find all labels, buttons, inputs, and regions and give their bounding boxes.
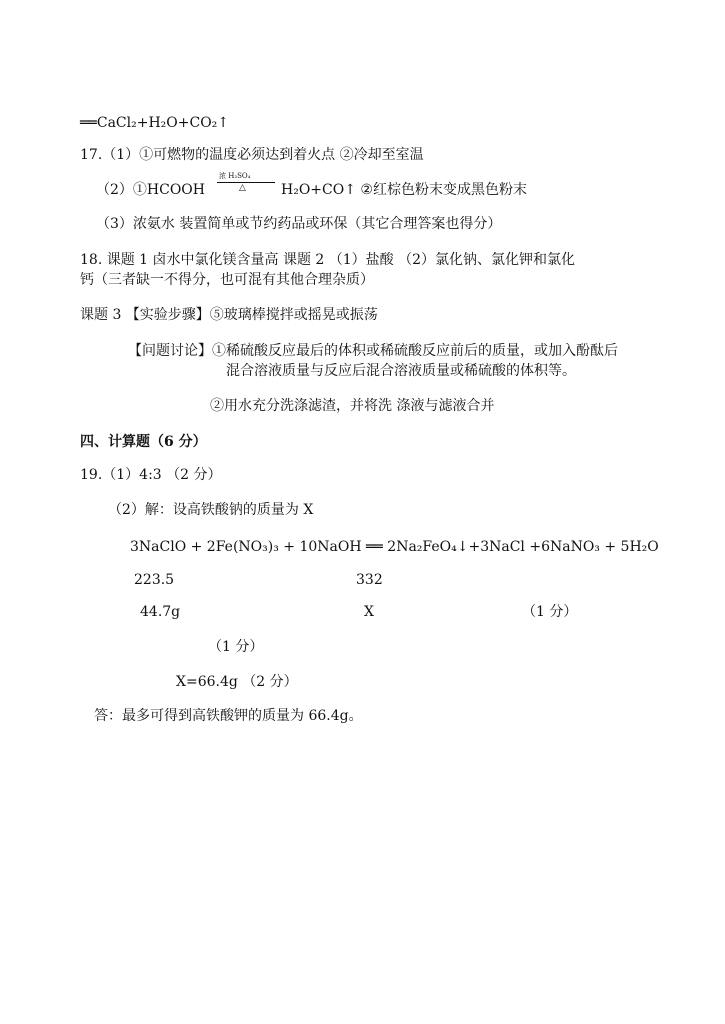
equation-continuation: ══CaCl₂+H₂O+CO₂↑ — [80, 115, 230, 131]
reaction-arrow — [217, 182, 275, 183]
answer-18-topic3: 课题 3 【实验步骤】⑤玻璃棒搅拌或摇晃或振荡 — [80, 307, 378, 323]
answer-18-line1: 18. 课题 1 卤水中氯化镁含量高 课题 2 （1）盐酸 （2）氯化钠、氯化钾和氯化 — [80, 252, 576, 268]
answer-17-2 — [96, 172, 527, 199]
answer-19-1: 19.（1）4:3 （2 分） — [80, 467, 222, 483]
molar-mass-na2feo4: 332 — [356, 572, 383, 588]
section-heading-calculation: 四、计算题（6 分） — [80, 434, 207, 450]
answer-17-2-rest: H₂O+CO↑ ②红棕色粉末变成黑色粉末 — [281, 182, 527, 198]
score-proportion: （1 分） — [208, 639, 264, 655]
reaction-condition — [217, 172, 277, 199]
problem-discussion-2: ②用水充分洗涤滤渣，并将洗 涤液与滤液合并 — [210, 398, 495, 414]
unknown-x: X — [364, 604, 374, 620]
answer-17-3: （3）浓氨水 装置简单或节约药品或环保（其它合理答案也得分） — [96, 216, 502, 232]
chemical-equation: 3NaClO + 2Fe(NO₃)₃ + 10NaOH ══ 2Na₂FeO₄↓+3NaCl +6NaNO₃ + 5H₂O — [130, 539, 659, 555]
molar-mass-naclo: 223.5 — [134, 572, 175, 588]
answer-18-line2: 钙（三者缺一不得分，也可混有其他合理杂质） — [80, 272, 374, 288]
problem-discussion-1: 【问题讨论】①稀硫酸反应最后的体积或稀硫酸反应前后的质量，或加入酚酞后 — [128, 343, 618, 359]
reaction-condition-heat: △ — [239, 183, 246, 193]
given-mass: 44.7g — [140, 604, 181, 620]
final-answer: 答：最多可得到高铁酸钾的质量为 66.4g。 — [94, 708, 363, 724]
problem-discussion-1-cont: 混合溶液质量与反应后混合溶液质量或稀硫酸的体积等。 — [226, 363, 576, 379]
answer-17-2-prefix: （2）①HCOOH — [96, 182, 205, 198]
score-step1: （1 分） — [522, 604, 578, 620]
reaction-condition-catalyst: 浓 H₂SO₄ — [219, 172, 251, 180]
result-x: X=66.4g （2 分） — [176, 674, 298, 690]
answer-17-1: 17.（1）①可燃物的温度必须达到着火点 ②冷却至室温 — [80, 147, 424, 163]
answer-19-2-setup: （2）解：设高铁酸钠的质量为 X — [108, 502, 314, 518]
